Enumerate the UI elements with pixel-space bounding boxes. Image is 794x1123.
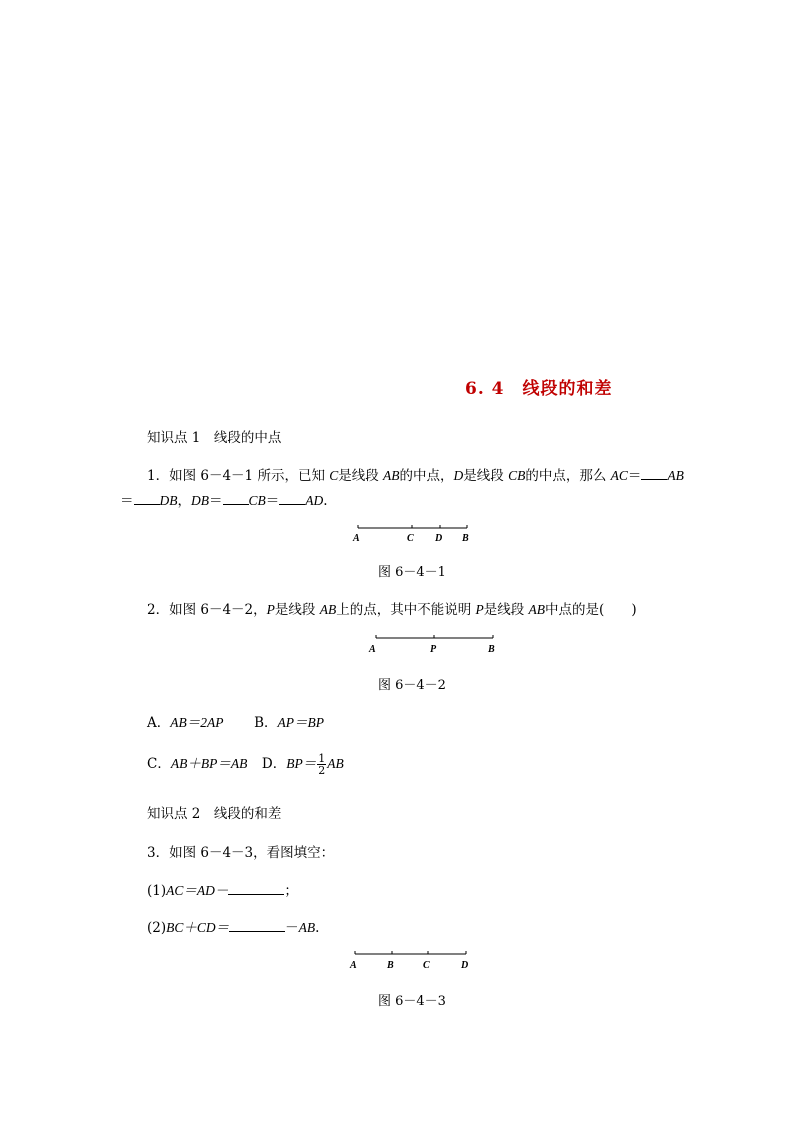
q2-segment-ab: AB <box>528 602 546 617</box>
q1-segment-cb: CB <box>248 493 266 508</box>
label-d: D <box>461 960 469 971</box>
question-1-line-2 <box>120 489 328 509</box>
fraction-numerator: 1 <box>318 752 326 765</box>
q2-text: 是线段 <box>274 602 320 618</box>
q3-part-2-number: (2) <box>147 920 167 936</box>
q1-equals: ＝ <box>209 493 223 509</box>
figure-6-4-2 <box>367 632 502 656</box>
figure-6-4-2-diagram <box>367 632 502 656</box>
q1-text: 1．如图 6－4－1 所示，已知 <box>147 468 330 484</box>
q1-equals: ＝ <box>120 493 134 509</box>
option-a-label: A． <box>147 715 171 731</box>
options-row-2 <box>147 752 344 776</box>
q1-blank-4[interactable] <box>279 492 305 505</box>
q2-text: 中点的是( ) <box>545 602 637 618</box>
option-a[interactable] <box>147 715 224 731</box>
question-3-part-1 <box>147 879 298 899</box>
q1-separator: ， <box>177 493 191 509</box>
question-3-part-2 <box>147 916 319 936</box>
q1-point-c: C <box>329 468 339 483</box>
option-c-text: AB＋BP＝AB <box>170 756 248 771</box>
q1-segment-db: DB <box>191 493 209 508</box>
figure-6-4-1 <box>350 522 480 546</box>
figure-6-4-3-diagram <box>349 948 479 974</box>
q1-equals: ＝ <box>627 468 642 484</box>
q1-text: 是线段 <box>338 468 384 484</box>
q3-part-1-number: (1) <box>147 883 167 899</box>
q3-part-2-end: . <box>315 920 320 936</box>
option-b[interactable] <box>254 715 324 731</box>
q1-period: . <box>323 493 328 509</box>
figure-6-4-3 <box>349 948 479 974</box>
q1-blank-2[interactable] <box>134 492 160 505</box>
label-a: A <box>350 960 357 971</box>
q1-blank-3[interactable] <box>223 492 249 505</box>
q1-segment-ab: AB <box>667 468 684 483</box>
question-2 <box>147 598 637 618</box>
section-title: 6. 4 线段的和差 <box>465 379 613 399</box>
label-c: C <box>423 960 430 971</box>
option-d[interactable] <box>261 752 344 777</box>
q2-point-p: P <box>266 602 275 617</box>
q1-segment-ad: AD <box>305 493 324 508</box>
option-a-text: AB＝2AP <box>170 715 224 730</box>
label-d: D <box>435 533 443 544</box>
q3-part-2-minus: － <box>285 920 299 936</box>
q3-part-1-expression: AC＝AD－ <box>166 883 229 898</box>
q3-blank-2[interactable] <box>229 919 285 932</box>
question-1-line-1 <box>147 464 684 484</box>
option-c-label: C． <box>147 756 171 772</box>
option-b-text: AP＝BP <box>277 715 325 730</box>
knowledge-point-1-heading: 知识点 1 线段的中点 <box>147 430 282 446</box>
q2-text: 上的点，其中不能说明 <box>336 602 476 618</box>
q1-point-d: D <box>453 468 464 483</box>
label-b: B <box>488 644 495 655</box>
label-c: C <box>407 533 414 544</box>
knowledge-point-2-heading: 知识点 2 线段的和差 <box>147 806 282 822</box>
q1-text: 的中点， <box>399 468 454 484</box>
option-c[interactable] <box>147 756 247 772</box>
q3-part-2-expression: BC＋CD＝ <box>166 920 230 935</box>
label-a: A <box>353 533 360 544</box>
q2-segment-ab: AB <box>319 602 337 617</box>
q1-segment-cb: CB <box>508 468 526 483</box>
question-3-stem: 3．如图 6－4－3，看图填空： <box>147 845 335 861</box>
fraction-one-half <box>317 753 326 776</box>
figure-6-4-3-caption: 图 6－4－3 <box>378 994 446 1009</box>
option-d-text: AB <box>327 756 344 771</box>
q1-segment-db: DB <box>159 493 178 508</box>
q1-text: 的中点，那么 <box>525 468 611 484</box>
label-b: B <box>387 960 394 971</box>
q3-blank-1[interactable] <box>228 882 284 895</box>
q1-equals: ＝ <box>265 493 280 509</box>
option-d-label: D． <box>261 756 287 772</box>
figure-6-4-2-caption: 图 6－4－2 <box>378 678 446 693</box>
q2-text: 是线段 <box>483 602 529 618</box>
label-a: A <box>369 644 376 655</box>
label-b: B <box>462 533 469 544</box>
q1-blank-1[interactable] <box>641 467 667 480</box>
option-b-label: B． <box>254 715 278 731</box>
option-d-text: BP＝ <box>286 756 317 771</box>
q3-part-1-end: ； <box>284 883 298 899</box>
q3-part-2-segment-ab: AB <box>298 920 316 935</box>
q1-segment-ac: AC <box>610 468 628 483</box>
fraction-denominator: 2 <box>318 764 326 777</box>
figure-6-4-1-diagram <box>350 522 480 546</box>
q1-segment-ab: AB <box>383 468 400 483</box>
figure-6-4-1-caption: 图 6－4－1 <box>378 565 446 580</box>
q2-text: 2．如图 6－4－2， <box>147 602 267 618</box>
q2-point-p: P <box>475 602 484 617</box>
label-p: P <box>430 644 437 655</box>
q1-text: 是线段 <box>463 468 509 484</box>
options-row-1 <box>147 711 324 731</box>
